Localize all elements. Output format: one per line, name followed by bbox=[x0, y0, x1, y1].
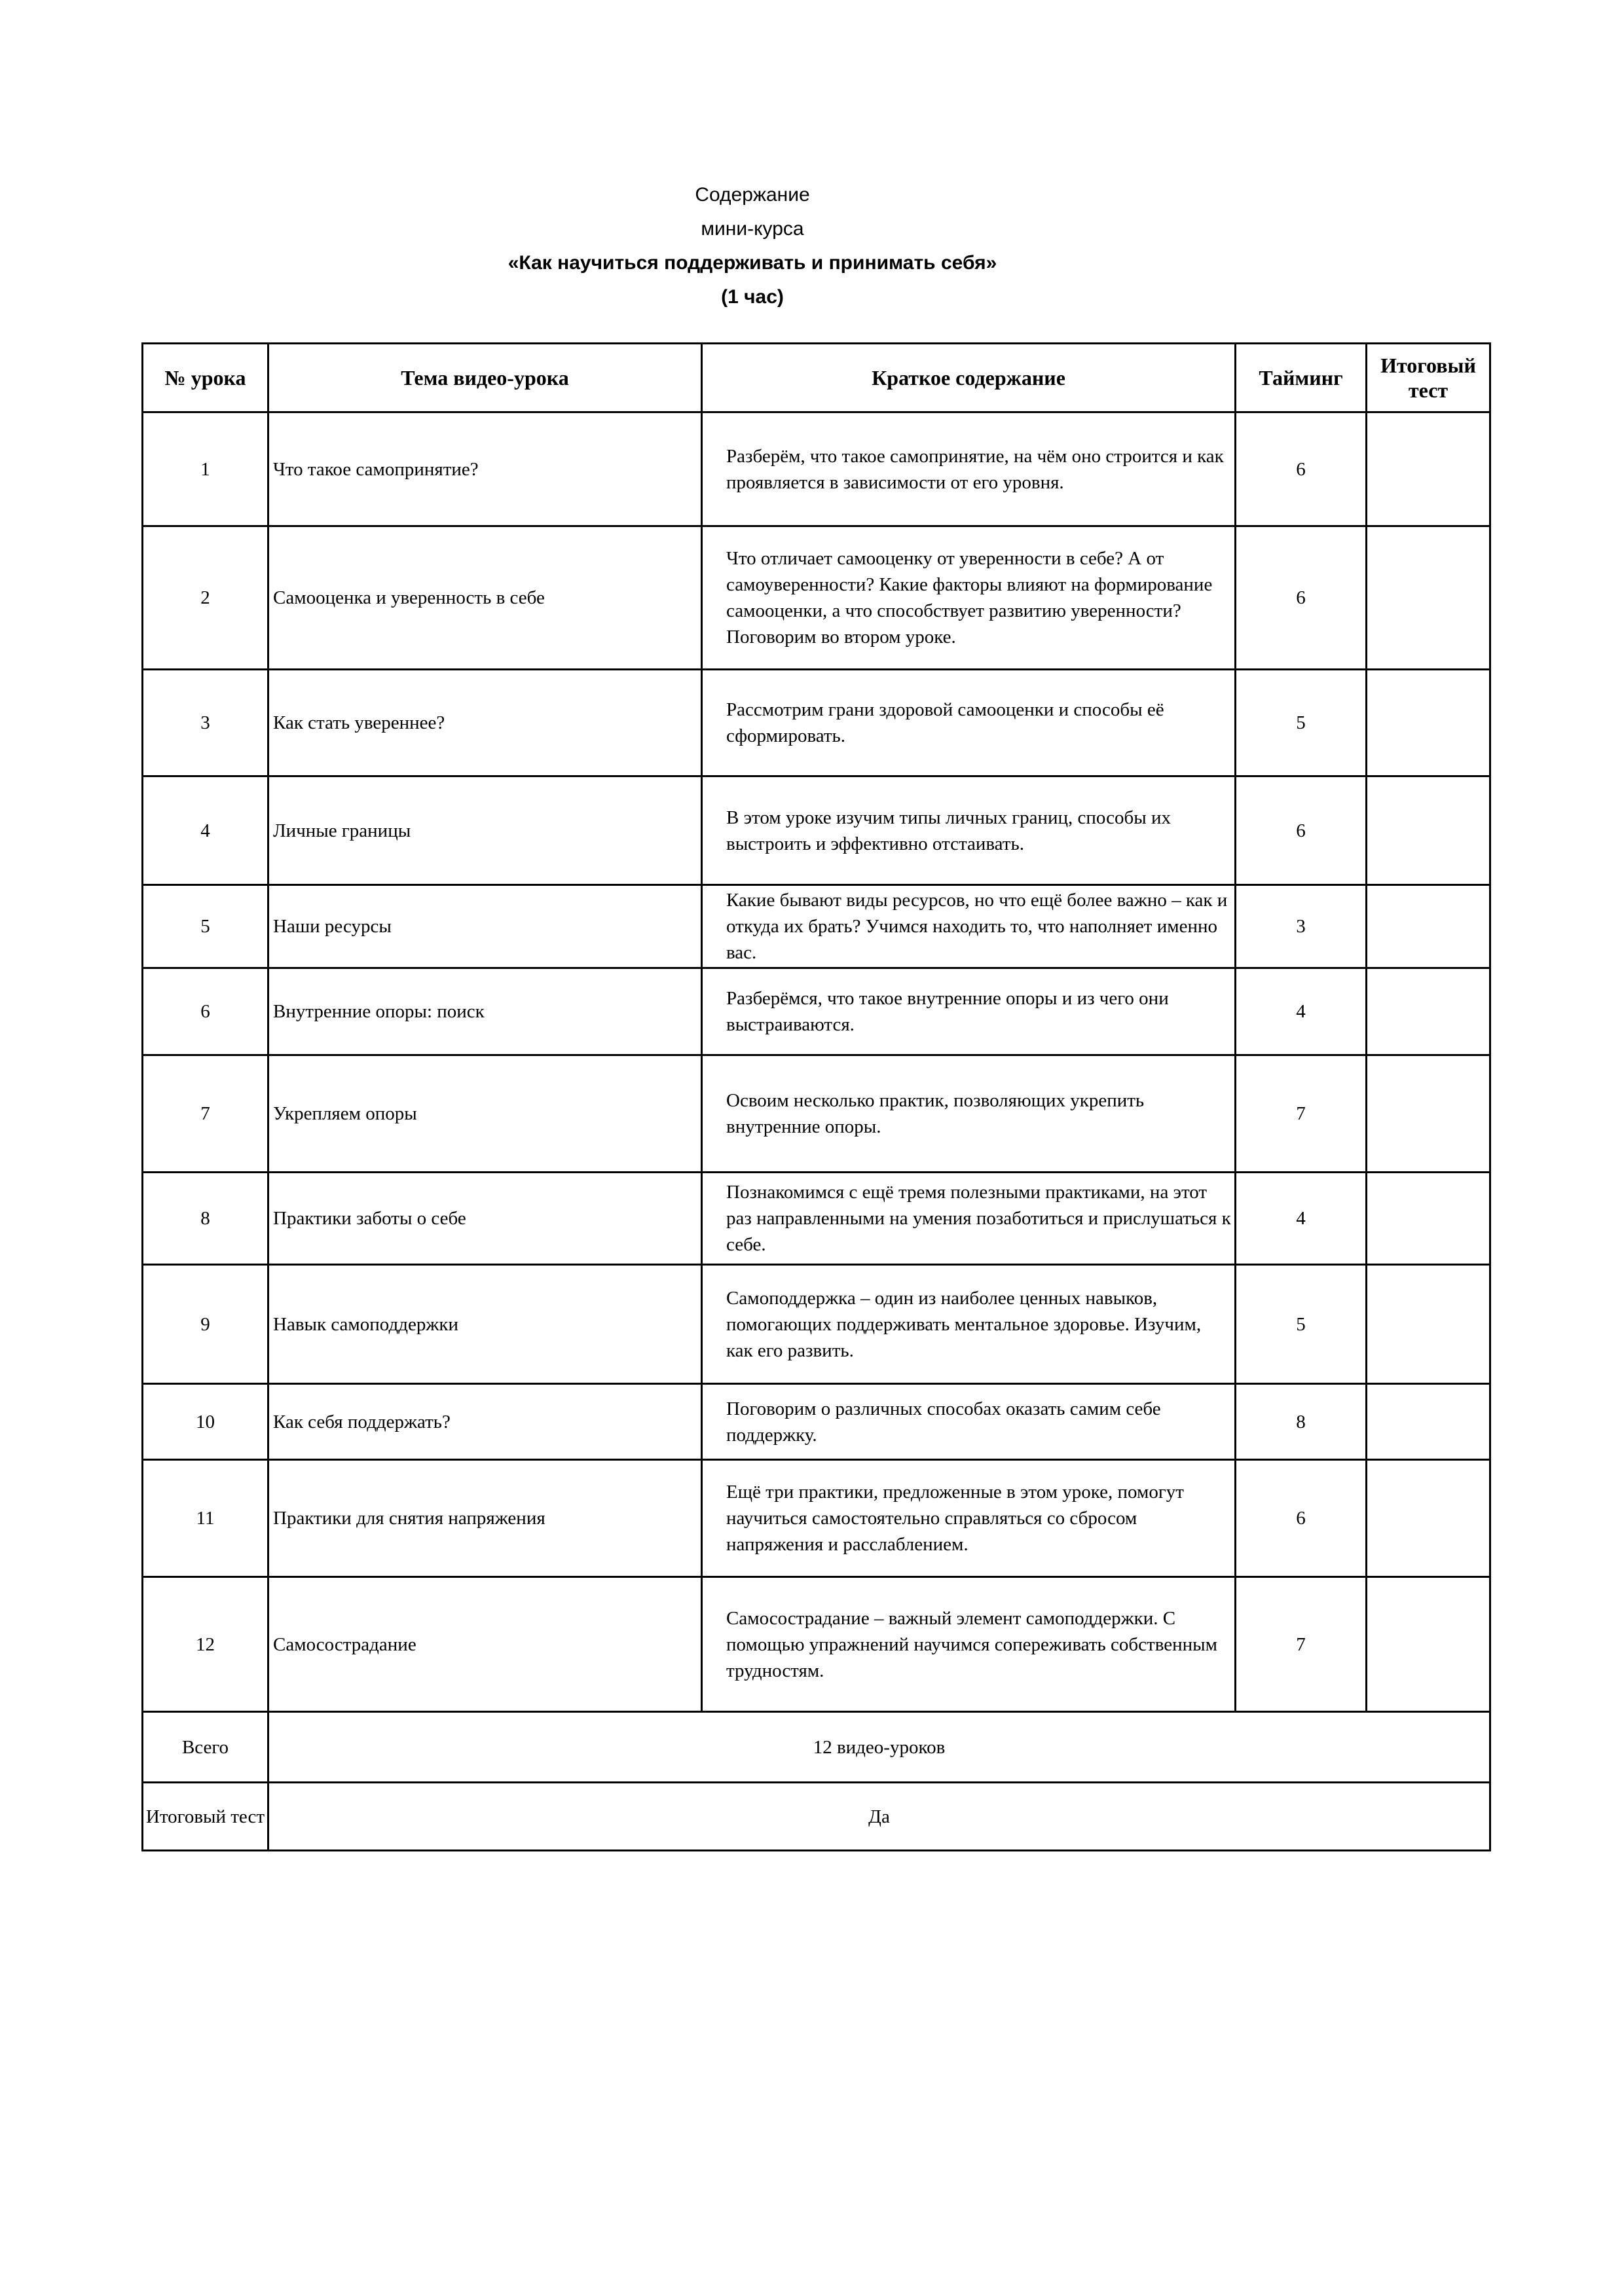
lesson-number: 8 bbox=[143, 1173, 268, 1265]
course-name: «Как научиться поддерживать и принимать себя» bbox=[507, 252, 997, 274]
lesson-topic: Что такое самопринятие? bbox=[268, 412, 702, 526]
lesson-summary: Самоподдержка – один из наиболее ценных навыков, помогающих поддерживать ментальное здоровье. Изучим, как его развить. bbox=[702, 1265, 1236, 1384]
col-header-topic: Тема видео-урока bbox=[268, 344, 702, 412]
lesson-number: 4 bbox=[143, 776, 268, 885]
lesson-number: 7 bbox=[143, 1055, 268, 1173]
col-header-timing: Тайминг bbox=[1236, 344, 1367, 412]
lesson-topic: Навык самоподдержки bbox=[268, 1265, 702, 1384]
col-header-final-test: Итоговый тест bbox=[1367, 344, 1490, 412]
lesson-topic: Как себя поддержать? bbox=[268, 1384, 702, 1460]
lesson-timing: 7 bbox=[1236, 1055, 1367, 1173]
table-row bbox=[143, 670, 1490, 776]
lesson-topic: Личные границы bbox=[268, 776, 702, 885]
lesson-final-test bbox=[1367, 885, 1490, 968]
table-row bbox=[143, 1460, 1490, 1577]
lesson-topic: Внутренние опоры: поиск bbox=[268, 968, 702, 1055]
lesson-timing: 6 bbox=[1236, 412, 1367, 526]
lesson-final-test bbox=[1367, 776, 1490, 885]
lesson-final-test bbox=[1367, 1460, 1490, 1577]
lesson-final-test bbox=[1367, 1384, 1490, 1460]
lesson-topic: Укрепляем опоры bbox=[268, 1055, 702, 1173]
table-row bbox=[143, 776, 1490, 885]
table-row bbox=[143, 1265, 1490, 1384]
lesson-timing: 6 bbox=[1236, 1460, 1367, 1577]
final-test-row bbox=[143, 1783, 1490, 1851]
lesson-timing: 7 bbox=[1236, 1577, 1367, 1712]
lesson-final-test bbox=[1367, 526, 1490, 670]
title-line-1: Содержание bbox=[695, 184, 810, 206]
lesson-summary: Познакомимся с ещё тремя полезными практиками, на этот раз направленными на умения позаботиться и прислушаться к себе. bbox=[702, 1173, 1236, 1265]
lesson-timing: 8 bbox=[1236, 1384, 1367, 1460]
course-duration: (1 час) bbox=[721, 286, 784, 308]
lesson-number: 11 bbox=[143, 1460, 268, 1577]
lesson-number: 9 bbox=[143, 1265, 268, 1384]
lesson-number: 1 bbox=[143, 412, 268, 526]
lesson-number: 12 bbox=[143, 1577, 268, 1712]
lesson-summary: Освоим несколько практик, позволяющих укрепить внутренние опоры. bbox=[702, 1055, 1236, 1173]
table-row bbox=[143, 1055, 1490, 1173]
table-row bbox=[143, 1173, 1490, 1265]
lesson-timing: 5 bbox=[1236, 1265, 1367, 1384]
lesson-timing: 3 bbox=[1236, 885, 1367, 968]
lesson-summary: Разберём, что такое самопринятие, на чём оно строится и как проявляется в зависимости от его уровня. bbox=[702, 412, 1236, 526]
lesson-summary: Ещё три практики, предложенные в этом уроке, помогут научиться самостоятельно справляться со сбросом напряжения и расслаблением. bbox=[702, 1460, 1236, 1577]
lesson-summary: Что отличает самооценку от уверенности в себе? А от самоуверенности? Какие факторы влияют на формирование самооценки, а что способствует развитию уверенности? Поговорим во втором уроке. bbox=[702, 526, 1236, 670]
lesson-final-test bbox=[1367, 1055, 1490, 1173]
col-header-summary: Краткое содержание bbox=[702, 344, 1236, 412]
lesson-summary: Рассмотрим грани здоровой самооценки и способы её сформировать. bbox=[702, 670, 1236, 776]
course-table bbox=[141, 342, 1491, 1851]
table-row bbox=[143, 1384, 1490, 1460]
lesson-summary: В этом уроке изучим типы личных границ, способы их выстроить и эффективно отстаивать. bbox=[702, 776, 1236, 885]
lesson-topic: Наши ресурсы bbox=[268, 885, 702, 968]
lesson-topic: Самооценка и уверенность в себе bbox=[268, 526, 702, 670]
lesson-summary: Самосострадание – важный элемент самоподдержки. С помощью упражнений научимся сопереживать собственным трудностям. bbox=[702, 1577, 1236, 1712]
lesson-summary: Какие бывают виды ресурсов, но что ещё более важно – как и откуда их брать? Учимся находить то, что наполняет именно вас. bbox=[702, 885, 1236, 968]
col-header-number: № урока bbox=[143, 344, 268, 412]
lesson-timing: 4 bbox=[1236, 1173, 1367, 1265]
lesson-timing: 6 bbox=[1236, 776, 1367, 885]
lesson-final-test bbox=[1367, 670, 1490, 776]
final-test-label: Итоговый тест bbox=[143, 1783, 268, 1851]
lesson-final-test bbox=[1367, 412, 1490, 526]
table-row bbox=[143, 885, 1490, 968]
table-row bbox=[143, 526, 1490, 670]
lesson-final-test bbox=[1367, 1265, 1490, 1384]
table-row bbox=[143, 1577, 1490, 1712]
lesson-final-test bbox=[1367, 1173, 1490, 1265]
lesson-final-test bbox=[1367, 1577, 1490, 1712]
title-line-2: мини-курса bbox=[701, 218, 804, 240]
lesson-summary: Поговорим о различных способах оказать самим себе поддержку. bbox=[702, 1384, 1236, 1460]
lesson-final-test bbox=[1367, 968, 1490, 1055]
lesson-topic: Практики для снятия напряжения bbox=[268, 1460, 702, 1577]
lesson-number: 10 bbox=[143, 1384, 268, 1460]
lesson-summary: Разберёмся, что такое внутренние опоры и из чего они выстраиваются. bbox=[702, 968, 1236, 1055]
lesson-topic: Практики заботы о себе bbox=[268, 1173, 702, 1265]
total-row bbox=[143, 1712, 1490, 1783]
table-row bbox=[143, 968, 1490, 1055]
table-header-row bbox=[143, 344, 1490, 412]
lesson-number: 5 bbox=[143, 885, 268, 968]
lesson-timing: 4 bbox=[1236, 968, 1367, 1055]
lesson-number: 2 bbox=[143, 526, 268, 670]
total-label: Всего bbox=[143, 1712, 268, 1783]
lesson-timing: 5 bbox=[1236, 670, 1367, 776]
lesson-number: 6 bbox=[143, 968, 268, 1055]
document-title bbox=[0, 178, 1505, 314]
final-test-value: Да bbox=[268, 1783, 1490, 1851]
total-value: 12 видео-уроков bbox=[268, 1712, 1490, 1783]
lesson-number: 3 bbox=[143, 670, 268, 776]
lesson-topic: Как стать увереннее? bbox=[268, 670, 702, 776]
lesson-topic: Самосострадание bbox=[268, 1577, 702, 1712]
lesson-timing: 6 bbox=[1236, 526, 1367, 670]
table-row bbox=[143, 412, 1490, 526]
